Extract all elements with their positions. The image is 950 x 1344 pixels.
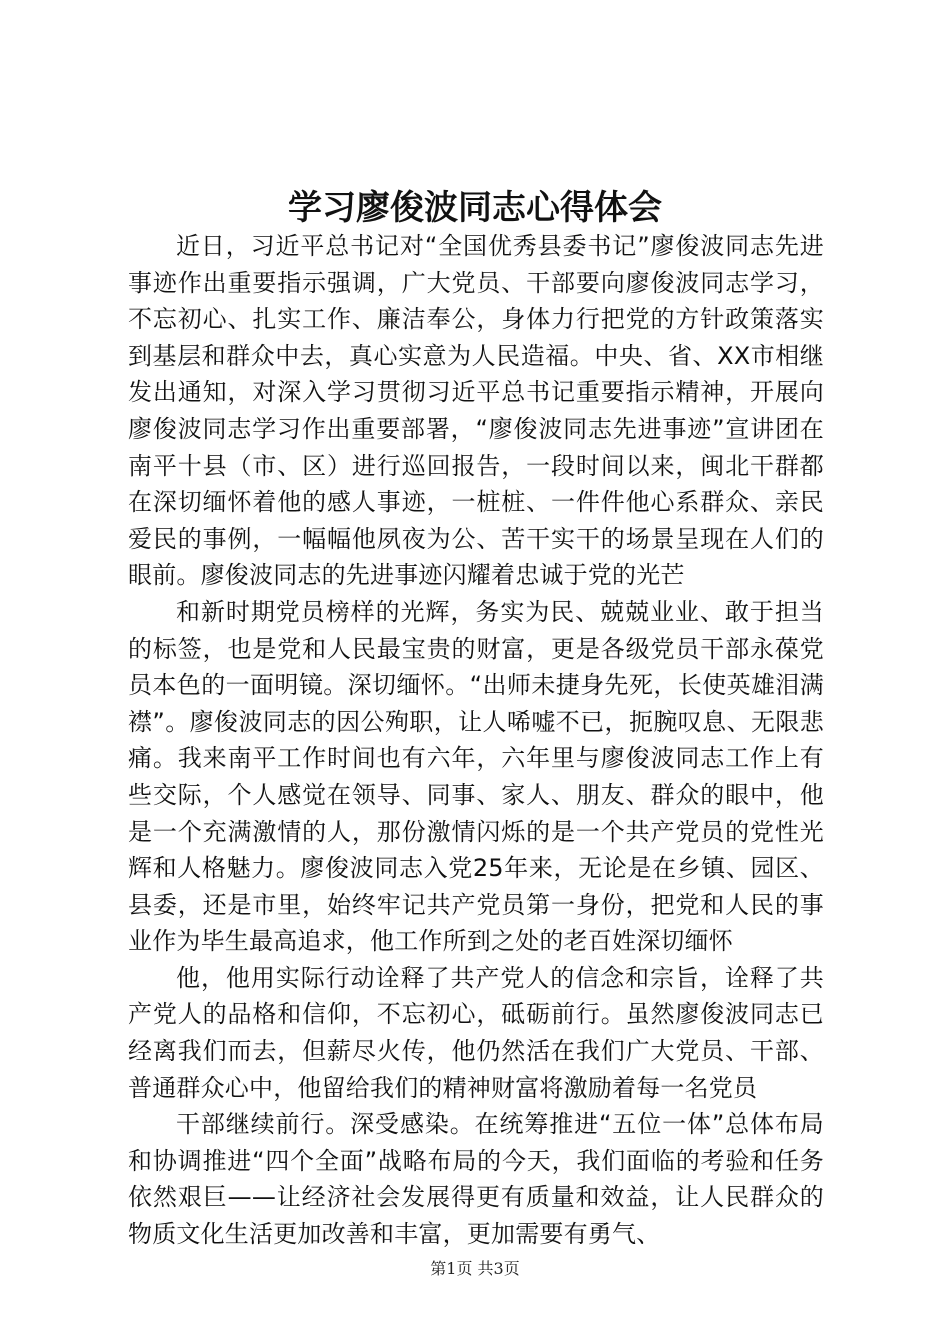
paragraph-2: 和新时期党员榜样的光辉，务实为民、兢兢业业、敢于担当的标签，也是党和人民最宝贵的财富，更是各级党员干部永葆党员本色的一面明镜。深切缅怀。“出师未捷身先死，长使英雄泪满襟”。廖俊波同志的因公殉职，让人唏嘘不已，扼腕叹息、无限悲痛。我来南平工作时间也有六年，六年里与廖俊波同志工作上有些交际，个人感觉在领导、同事、家人、朋友、群众的眼中，他是一个充满激情的人，那份激情闪烁的是一个共产党员的党性光辉和人格魅力。廖俊波同志入党25年来，无论是在乡镇、园区、县委，还是市里，始终牢记共产党员第一身份，把党和人民的事业作为毕生最高追求，他工作所到之处的老百姓深切缅怀 xyxy=(128,597,824,956)
paragraph-1: 近日，习近平总书记对“全国优秀县委书记”廖俊波同志先进事迹作出重要指示强调，广大党员、干部要向廖俊波同志学习，不忘初心、扎实工作、廉洁奉公，身体力行把党的方针政策落实到基层和群众中去，真心实意为人民造福。中央、省、XX市相继发出通知，对深入学习贯彻习近平总书记重要指示精神，开展向廖俊波同志学习作出重要部署，“廖俊波同志先进事迹”宣讲团在南平十县（市、区）进行巡回报告，一段时间以来，闽北干群都在深切缅怀着他的感人事迹，一桩桩、一件件他心系群众、亲民爱民的事例，一幅幅他夙夜为公、苦干实干的场景呈现在人们的眼前。廖俊波同志的先进事迹闪耀着忠诚于党的光芒 xyxy=(128,232,824,590)
page-number-footer: 第1页 共3页 xyxy=(430,1259,520,1278)
document-body xyxy=(128,228,824,1253)
document-title: 学习廖俊波同志心得体会 xyxy=(288,188,662,228)
paragraph-4: 干部继续前行。深受感染。在统筹推进“五位一体”总体布局和协调推进“四个全面”战略布局的今天，我们面临的考验和任务依然艰巨——让经济社会发展得更有质量和效益，让人民群众的物质文化生活更加改善和丰富，更加需要有勇气、 xyxy=(128,1110,824,1249)
paragraph-3: 他，他用实际行动诠释了共产党人的信念和宗旨，诠释了共产党人的品格和信仰，不忘初心，砥砺前行。虽然廖俊波同志已经离我们而去，但薪尽火传，他仍然活在我们广大党员、干部、普通群众心中，他留给我们的精神财富将激励着每一名党员 xyxy=(128,963,824,1102)
